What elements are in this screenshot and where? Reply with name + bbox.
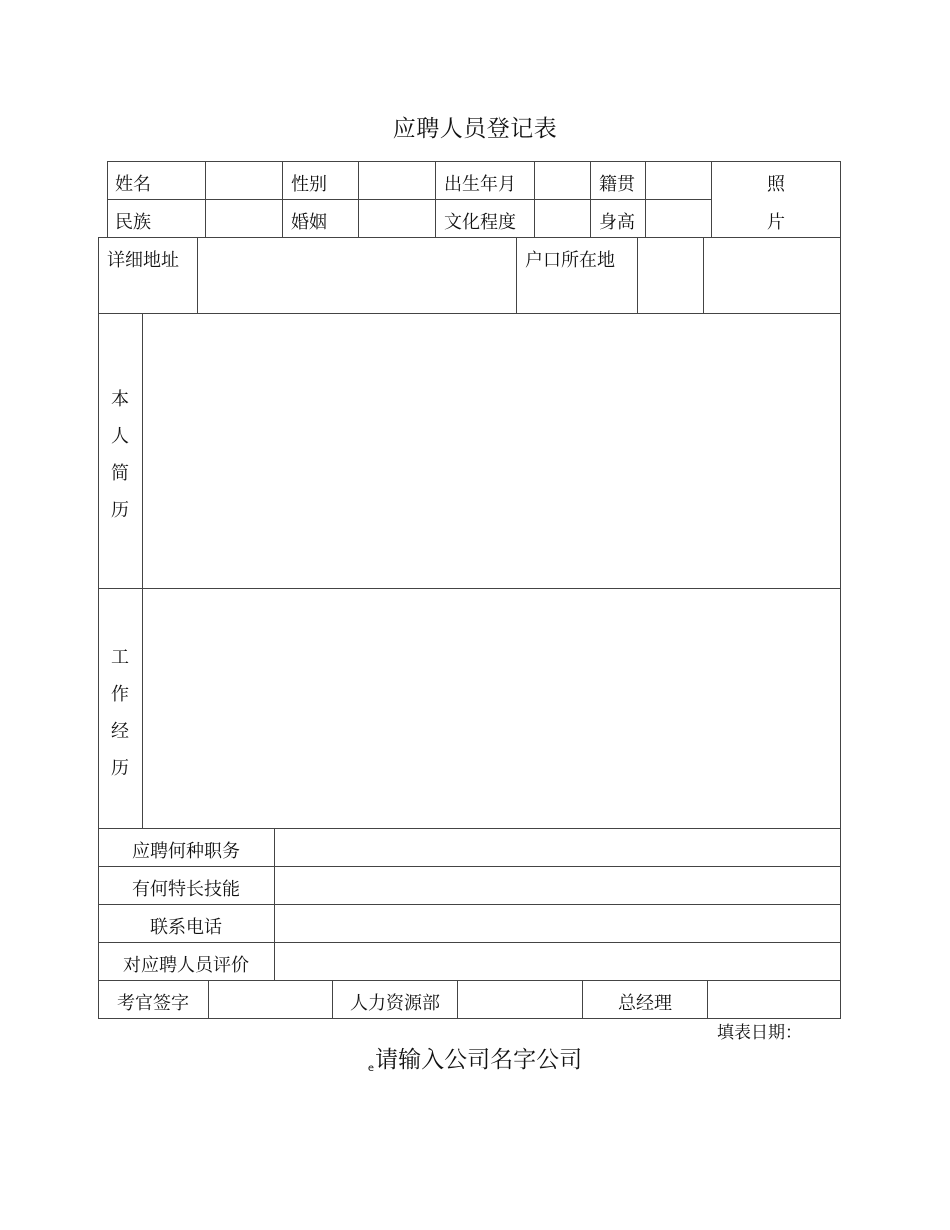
work-label-char: 工 <box>111 647 129 668</box>
fill-date-label: 填表日期： <box>717 1023 802 1043</box>
grid-line <box>516 237 517 314</box>
phone-label: 联系电话 <box>150 917 222 938</box>
evaluation-field[interactable] <box>275 943 840 980</box>
examiner-signature-field[interactable] <box>209 981 332 1018</box>
native-place-field[interactable] <box>646 162 711 199</box>
name-label: 姓名 <box>115 174 151 195</box>
ethnicity-label: 民族 <box>115 212 151 233</box>
company-name-text: 请输入公司名字公司 <box>375 1047 583 1073</box>
work-label-char: 历 <box>111 758 129 779</box>
hr-department-label: 人力资源部 <box>350 993 440 1014</box>
hukou-field[interactable] <box>638 238 703 313</box>
gender-field[interactable] <box>359 162 435 199</box>
photo-label-top: 照 <box>767 174 785 195</box>
hr-department-field[interactable] <box>458 981 582 1018</box>
grid-line <box>435 161 436 238</box>
general-manager-label: 总经理 <box>618 993 672 1014</box>
birth-date-field[interactable] <box>535 162 590 199</box>
photo-label-bottom: 片 <box>767 212 785 233</box>
education-label: 文化程度 <box>444 212 516 233</box>
work-label <box>98 639 142 787</box>
skills-label: 有何特长技能 <box>132 879 240 900</box>
company-name <box>0 1044 950 1085</box>
resume-field[interactable] <box>143 314 840 588</box>
general-manager-field[interactable] <box>708 981 840 1018</box>
gender-label: 性别 <box>291 174 327 195</box>
evaluation-label: 对应聘人员评价 <box>123 955 249 976</box>
resume-label <box>98 381 142 529</box>
hukou-extra-field[interactable] <box>704 238 840 313</box>
ethnicity-field[interactable] <box>206 200 282 237</box>
name-field[interactable] <box>206 162 282 199</box>
paragraph-mark: e <box>367 1063 375 1074</box>
address-label: 详细地址 <box>107 250 179 271</box>
form-title: 应聘人员登记表 <box>392 116 558 142</box>
resume-label-char: 历 <box>111 500 129 521</box>
hukou-label: 户口所在地 <box>525 250 615 271</box>
marriage-label: 婚姻 <box>291 212 327 233</box>
grid-line <box>282 161 283 238</box>
work-label-char: 作 <box>111 684 129 705</box>
resume-label-char: 本 <box>111 389 129 410</box>
height-field[interactable] <box>646 200 711 237</box>
marriage-field[interactable] <box>359 200 435 237</box>
work-label-char: 经 <box>111 721 129 742</box>
work-field[interactable] <box>143 589 840 828</box>
resume-label-char: 人 <box>111 426 129 447</box>
skills-field[interactable] <box>275 867 840 904</box>
examiner-signature-label: 考官签字 <box>117 993 189 1014</box>
phone-field[interactable] <box>275 905 840 942</box>
position-label: 应聘何种职务 <box>132 841 240 862</box>
height-label: 身高 <box>599 212 635 233</box>
birth-date-label: 出生年月 <box>444 174 516 195</box>
position-field[interactable] <box>275 829 840 866</box>
resume-label-char: 简 <box>111 463 129 484</box>
grid-line <box>590 161 591 238</box>
education-field[interactable] <box>535 200 590 237</box>
native-place-label: 籍贯 <box>599 174 635 195</box>
address-field[interactable] <box>198 238 516 313</box>
